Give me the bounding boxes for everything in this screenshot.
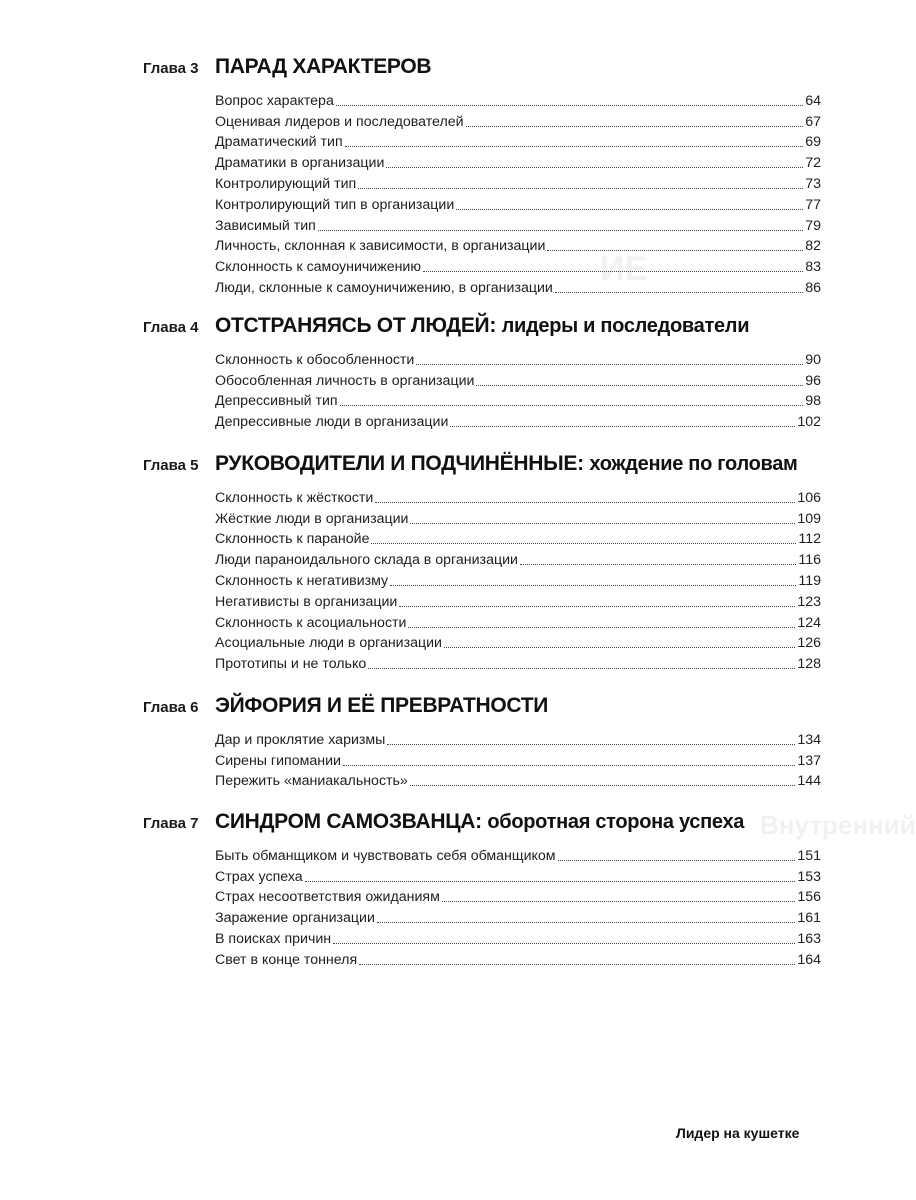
dot-leader bbox=[476, 385, 803, 386]
entry-page: 77 bbox=[805, 196, 821, 213]
dot-leader bbox=[416, 364, 803, 365]
entry-title: Жёсткие люди в организации bbox=[215, 510, 409, 527]
entry-title: Негативисты в организации bbox=[215, 593, 398, 610]
dot-leader bbox=[305, 881, 796, 882]
entry-page: 86 bbox=[805, 279, 821, 296]
toc-entry[interactable] bbox=[215, 611, 821, 632]
entry-title: Контролирующий тип bbox=[215, 175, 357, 192]
entry-page: 106 bbox=[797, 489, 821, 506]
toc-entry[interactable] bbox=[215, 728, 821, 749]
entry-page: 156 bbox=[797, 889, 821, 906]
entry-title: Склонность к жёсткости bbox=[215, 489, 374, 506]
toc-entry[interactable] bbox=[215, 486, 821, 507]
entry-title: Люди, склонные к самоуничижению, в организации bbox=[215, 279, 553, 296]
chapter-label: Глава 3 bbox=[143, 60, 199, 77]
toc-entry[interactable] bbox=[215, 235, 821, 256]
dot-leader bbox=[466, 126, 804, 127]
chapter-3 bbox=[143, 55, 823, 297]
dot-leader bbox=[386, 167, 803, 168]
chapter-heading bbox=[143, 452, 823, 486]
entry-title: Депрессивный тип bbox=[215, 393, 338, 410]
chapter-label: Глава 6 bbox=[143, 699, 199, 716]
entry-page: 144 bbox=[797, 773, 821, 790]
entry-page: 124 bbox=[797, 614, 821, 631]
chapter-entries bbox=[215, 728, 821, 790]
chapter-6 bbox=[143, 694, 823, 790]
entry-page: 82 bbox=[805, 238, 821, 255]
bleed-through-mark: ИЕ bbox=[600, 250, 648, 288]
dot-leader bbox=[345, 146, 804, 147]
dot-leader bbox=[456, 209, 803, 210]
chapter-title-sub: хождение по головам bbox=[589, 453, 798, 475]
entry-page: 83 bbox=[805, 259, 821, 276]
chapter-title bbox=[215, 810, 744, 834]
chapter-heading bbox=[143, 55, 823, 89]
entry-title: Склонность к обособленности bbox=[215, 351, 415, 368]
toc-entry[interactable] bbox=[215, 193, 821, 214]
toc-entry[interactable] bbox=[215, 865, 821, 886]
entry-title: Склонность к паранойе bbox=[215, 531, 370, 548]
chapter-heading bbox=[143, 810, 823, 844]
entry-page: 119 bbox=[798, 572, 821, 589]
dot-leader bbox=[358, 188, 803, 189]
entry-page: 164 bbox=[797, 951, 821, 968]
toc-entry[interactable] bbox=[215, 410, 821, 431]
dot-leader bbox=[408, 627, 795, 628]
dot-leader bbox=[555, 292, 803, 293]
dot-leader bbox=[399, 606, 795, 607]
entry-title: Склонность к асоциальности bbox=[215, 614, 407, 631]
dot-leader bbox=[336, 105, 803, 106]
toc-entry[interactable] bbox=[215, 276, 821, 297]
toc-entry[interactable] bbox=[215, 151, 821, 172]
entry-title: Склонность к самоуничижению bbox=[215, 259, 421, 276]
toc-entry[interactable] bbox=[215, 590, 821, 611]
entry-title: Обособленная личность в организации bbox=[215, 372, 475, 389]
entry-title: Контролирующий тип в организации bbox=[215, 196, 455, 213]
chapter-entries bbox=[215, 348, 821, 431]
chapter-title bbox=[215, 314, 749, 338]
toc-entry[interactable] bbox=[215, 110, 821, 131]
entry-page: 116 bbox=[798, 552, 821, 569]
entry-title: Асоциальные люди в организации bbox=[215, 635, 442, 652]
entry-page: 90 bbox=[805, 351, 821, 368]
toc-entry[interactable] bbox=[215, 369, 821, 390]
entry-page: 69 bbox=[805, 134, 821, 151]
entry-title: Быть обманщиком и чувствовать себя обманщиком bbox=[215, 847, 556, 864]
toc-entry[interactable] bbox=[215, 906, 821, 927]
entry-title: Дар и проклятие харизмы bbox=[215, 731, 386, 748]
dot-leader bbox=[410, 523, 795, 524]
entry-title: Прототипы и не только bbox=[215, 656, 367, 673]
dot-leader bbox=[343, 765, 795, 766]
chapter-entries bbox=[215, 486, 821, 673]
dot-leader bbox=[333, 943, 795, 944]
toc-entry[interactable] bbox=[215, 214, 821, 235]
dot-leader bbox=[371, 543, 796, 544]
entry-title: Личность, склонная к зависимости, в организации bbox=[215, 238, 546, 255]
chapter-title-main: ЭЙФОРИЯ И ЕЁ ПРЕВРАТНОСТИ bbox=[215, 694, 549, 717]
dot-leader bbox=[377, 922, 795, 923]
dot-leader bbox=[558, 860, 796, 861]
entry-page: 163 bbox=[797, 930, 821, 947]
entry-title: Склонность к негативизму bbox=[215, 572, 389, 589]
chapter-title bbox=[215, 55, 431, 79]
entry-title: Свет в конце тоннеля bbox=[215, 951, 358, 968]
entry-title: Люди параноидального склада в организации bbox=[215, 552, 518, 569]
dot-leader bbox=[387, 744, 795, 745]
entry-title: Страх успеха bbox=[215, 868, 303, 885]
toc-entry[interactable] bbox=[215, 632, 821, 653]
entry-page: 112 bbox=[798, 531, 821, 548]
dot-leader bbox=[375, 502, 795, 503]
entry-title: Оценивая лидеров и последователей bbox=[215, 113, 464, 130]
toc-entry[interactable] bbox=[215, 507, 821, 528]
chapter-entries bbox=[215, 844, 821, 969]
chapter-7 bbox=[143, 810, 823, 969]
chapter-title-sub: лидеры и последователи bbox=[501, 315, 750, 337]
dot-leader bbox=[520, 564, 796, 565]
entry-title: Драматики в организации bbox=[215, 155, 385, 172]
entry-title: Зависимый тип bbox=[215, 217, 316, 234]
bleed-through-mark: Внутренний bbox=[760, 810, 916, 840]
toc-entry[interactable] bbox=[215, 131, 821, 152]
entry-page: 79 bbox=[805, 217, 821, 234]
chapter-5 bbox=[143, 452, 823, 673]
chapter-4 bbox=[143, 314, 823, 431]
entry-page: 126 bbox=[797, 635, 821, 652]
entry-page: 123 bbox=[797, 593, 821, 610]
entry-title: Пережить «маниакальность» bbox=[215, 773, 408, 790]
entry-page: 64 bbox=[805, 92, 821, 109]
dot-leader bbox=[390, 585, 796, 586]
entry-page: 161 bbox=[797, 910, 821, 927]
dot-leader bbox=[368, 668, 795, 669]
toc-entry[interactable] bbox=[215, 770, 821, 791]
running-footer-title: Лидер на кушетке bbox=[676, 1125, 800, 1141]
entry-page: 98 bbox=[805, 393, 821, 410]
toc-entry[interactable] bbox=[215, 89, 821, 110]
dot-leader bbox=[442, 901, 795, 902]
chapter-label: Глава 5 bbox=[143, 457, 199, 474]
dot-leader bbox=[340, 405, 804, 406]
toc-entry[interactable] bbox=[215, 948, 821, 969]
entry-title: Сирены гипомании bbox=[215, 752, 341, 769]
entry-page: 102 bbox=[797, 414, 821, 431]
entry-title: Вопрос характера bbox=[215, 92, 334, 109]
chapter-title bbox=[215, 452, 798, 476]
chapter-entries bbox=[215, 89, 821, 297]
chapter-title bbox=[215, 694, 548, 718]
entry-page: 128 bbox=[797, 656, 821, 673]
toc-entry[interactable] bbox=[215, 255, 821, 276]
entry-page: 134 bbox=[797, 731, 821, 748]
chapter-title-main: СИНДРОМ САМОЗВАНЦА: bbox=[215, 810, 482, 833]
toc-entry[interactable] bbox=[215, 886, 821, 907]
entry-page: 73 bbox=[805, 175, 821, 192]
entry-page: 137 bbox=[797, 752, 821, 769]
toc-entry[interactable] bbox=[215, 652, 821, 673]
entry-title: Заражение организации bbox=[215, 910, 375, 927]
chapter-label: Глава 4 bbox=[143, 319, 199, 336]
chapter-title-main: ПАРАД ХАРАКТЕРОВ bbox=[215, 55, 432, 78]
chapter-title-sub: оборотная сторона успеха bbox=[487, 811, 745, 833]
dot-leader bbox=[359, 964, 795, 965]
toc-entry[interactable] bbox=[215, 844, 821, 865]
dot-leader bbox=[410, 785, 796, 786]
chapter-label: Глава 7 bbox=[143, 815, 199, 832]
toc-entry[interactable] bbox=[215, 348, 821, 369]
dot-leader bbox=[444, 647, 795, 648]
entry-title: Драматический тип bbox=[215, 134, 343, 151]
entry-page: 67 bbox=[805, 113, 821, 130]
chapter-title-main: ОТСТРАНЯЯСЬ ОТ ЛЮДЕЙ: bbox=[215, 314, 497, 337]
dot-leader bbox=[318, 230, 803, 231]
dot-leader bbox=[450, 426, 795, 427]
toc-entry[interactable] bbox=[215, 172, 821, 193]
entry-page: 96 bbox=[805, 372, 821, 389]
toc-entry[interactable] bbox=[215, 548, 821, 569]
toc-entry[interactable] bbox=[215, 390, 821, 411]
entry-page: 109 bbox=[797, 510, 821, 527]
dot-leader bbox=[423, 271, 803, 272]
entry-title: В поисках причин bbox=[215, 930, 332, 947]
chapter-title-main: РУКОВОДИТЕЛИ И ПОДЧИНЁННЫЕ: bbox=[215, 452, 584, 475]
chapter-heading bbox=[143, 694, 823, 728]
entry-page: 151 bbox=[797, 847, 821, 864]
entry-title: Депрессивные люди в организации bbox=[215, 414, 449, 431]
toc-entry[interactable] bbox=[215, 927, 821, 948]
toc-entry[interactable] bbox=[215, 749, 821, 770]
entry-title: Страх несоответствия ожиданиям bbox=[215, 889, 440, 906]
dot-leader bbox=[547, 250, 803, 251]
toc-entry[interactable] bbox=[215, 569, 821, 590]
entry-page: 153 bbox=[797, 868, 821, 885]
toc-entry[interactable] bbox=[215, 528, 821, 549]
chapter-heading bbox=[143, 314, 823, 348]
entry-page: 72 bbox=[805, 155, 821, 172]
